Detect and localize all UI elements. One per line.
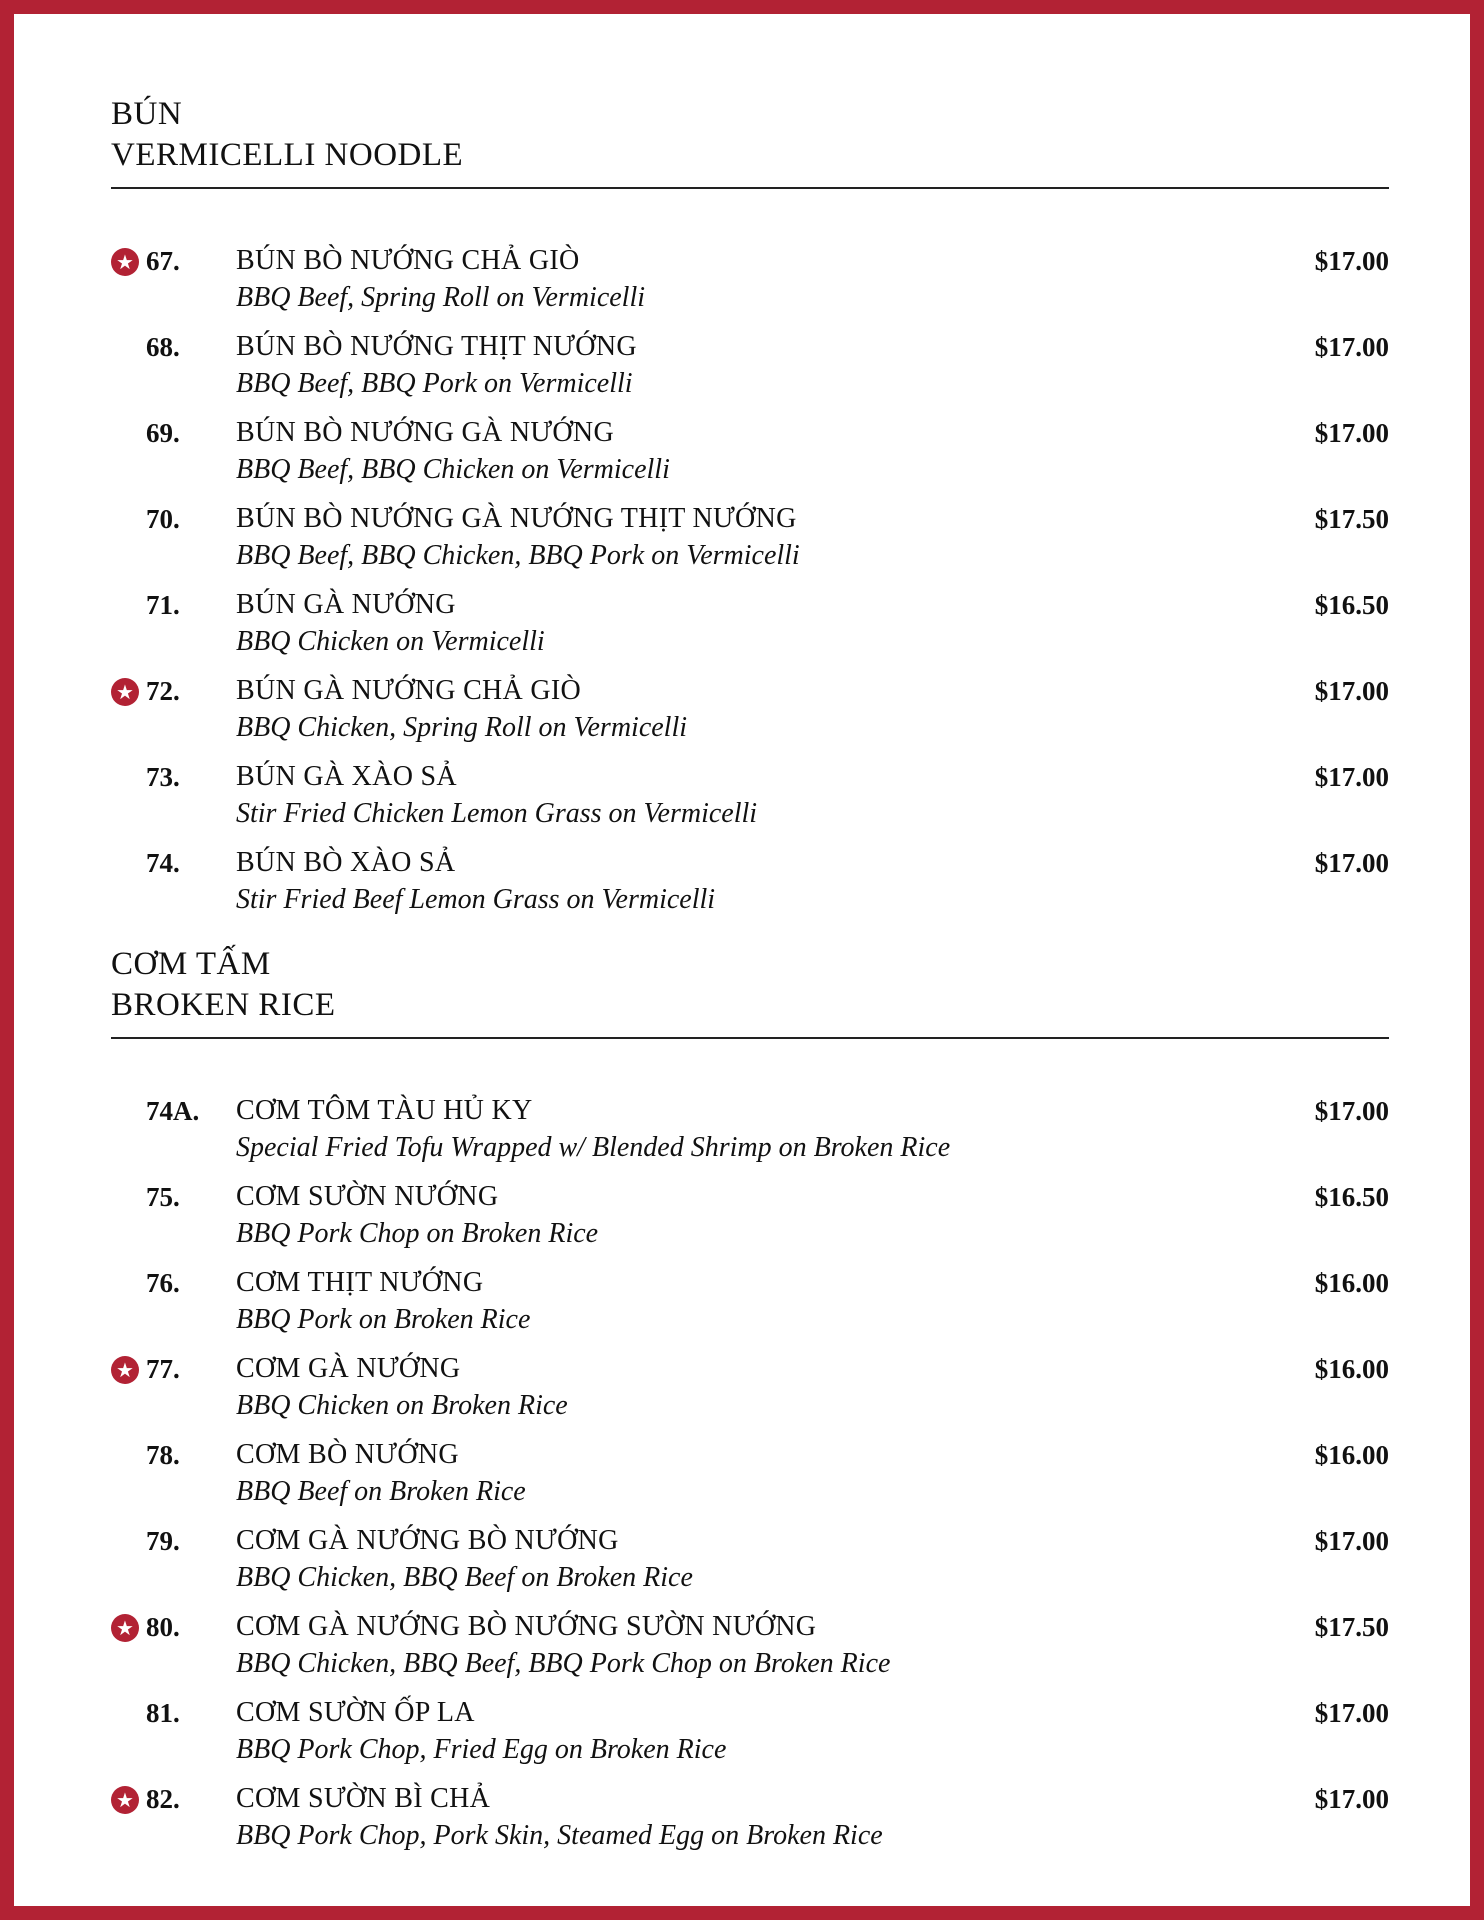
menu-item bbox=[111, 502, 1389, 588]
menu-item bbox=[111, 330, 1389, 416]
item-name: CƠM BÒ NƯỚNG bbox=[236, 1439, 459, 1470]
item-number: 73. bbox=[146, 762, 180, 792]
item-number: 78. bbox=[146, 1440, 180, 1470]
item-description: BBQ Beef, Spring Roll on Vermicelli bbox=[236, 282, 646, 313]
item-name: BÚN BÒ XÀO SẢ bbox=[236, 847, 456, 878]
item-price: $17.00 bbox=[1314, 848, 1389, 878]
menu-item bbox=[111, 1094, 1389, 1180]
star-icon: ★ bbox=[111, 678, 139, 706]
item-number: 68. bbox=[146, 332, 180, 362]
section-title-en: BROKEN RICE bbox=[111, 987, 336, 1023]
item-number: 76. bbox=[146, 1268, 180, 1298]
item-number: 71. bbox=[146, 590, 180, 620]
star-icon: ★ bbox=[111, 1786, 139, 1814]
star-icon: ★ bbox=[111, 248, 139, 276]
item-name: BÚN GÀ NƯỚNG CHẢ GIÒ bbox=[236, 675, 582, 706]
star-icon: ★ bbox=[111, 1614, 139, 1642]
item-price: $16.50 bbox=[1314, 1182, 1389, 1212]
menu-page bbox=[14, 14, 1470, 1906]
item-number: 70. bbox=[146, 504, 180, 534]
item-price: $16.00 bbox=[1314, 1354, 1389, 1384]
item-name: CƠM GÀ NƯỚNG BÒ NƯỚNG bbox=[236, 1525, 619, 1556]
item-price: $16.50 bbox=[1314, 590, 1389, 620]
menu-item bbox=[111, 1352, 1389, 1438]
item-name: BÚN BÒ NƯỚNG THỊT NƯỚNG bbox=[236, 331, 637, 362]
item-price: $16.00 bbox=[1314, 1440, 1389, 1470]
menu-item bbox=[111, 1524, 1389, 1610]
item-description: BBQ Beef on Broken Rice bbox=[236, 1476, 526, 1507]
item-price: $17.00 bbox=[1314, 1526, 1389, 1556]
item-price: $17.50 bbox=[1314, 1612, 1389, 1642]
menu-item bbox=[111, 1782, 1389, 1868]
item-number: 81. bbox=[146, 1698, 180, 1728]
item-number: 75. bbox=[146, 1182, 180, 1212]
item-price: $17.00 bbox=[1314, 332, 1389, 362]
item-description: Special Fried Tofu Wrapped w/ Blended Shrimp on Broken Rice bbox=[236, 1132, 951, 1163]
section-divider bbox=[111, 187, 1389, 189]
item-name: BÚN GÀ XÀO SẢ bbox=[236, 761, 457, 792]
item-description: BBQ Chicken, Spring Roll on Vermicelli bbox=[236, 712, 688, 743]
item-name: BÚN GÀ NƯỚNG bbox=[236, 589, 456, 620]
item-price: $17.00 bbox=[1314, 1784, 1389, 1814]
item-description: BBQ Chicken on Vermicelli bbox=[236, 626, 545, 657]
item-description: BBQ Pork Chop, Pork Skin, Steamed Egg on Broken Rice bbox=[236, 1820, 883, 1851]
item-name: CƠM SƯỜN ỐP LA bbox=[236, 1697, 475, 1728]
item-description: BBQ Chicken on Broken Rice bbox=[236, 1390, 568, 1421]
item-description: BBQ Pork Chop, Fried Egg on Broken Rice bbox=[236, 1734, 727, 1765]
item-name: BÚN BÒ NƯỚNG CHẢ GIÒ bbox=[236, 245, 580, 276]
item-description: BBQ Pork on Broken Rice bbox=[236, 1304, 531, 1335]
item-number: 74A. bbox=[146, 1096, 200, 1126]
menu-item bbox=[111, 1266, 1389, 1352]
menu-item bbox=[111, 1180, 1389, 1266]
item-description: Stir Fried Beef Lemon Grass on Vermicelli bbox=[236, 884, 716, 915]
section-broken-rice bbox=[111, 944, 1389, 1851]
item-number: 74. bbox=[146, 848, 180, 878]
item-number: 82. bbox=[146, 1784, 180, 1814]
item-number: 67. bbox=[146, 246, 180, 276]
item-price: $16.00 bbox=[1314, 1268, 1389, 1298]
item-description: Stir Fried Chicken Lemon Grass on Vermicelli bbox=[236, 798, 758, 829]
item-name: CƠM THỊT NƯỚNG bbox=[236, 1267, 484, 1298]
item-name: CƠM GÀ NƯỚNG BÒ NƯỚNG SƯỜN NƯỚNG bbox=[236, 1611, 817, 1642]
item-number: 72. bbox=[146, 676, 180, 706]
menu-item bbox=[111, 416, 1389, 502]
section-title-vn: BÚN bbox=[111, 96, 183, 132]
item-name: CƠM SƯỜN NƯỚNG bbox=[236, 1181, 499, 1212]
item-price: $17.50 bbox=[1314, 504, 1389, 534]
item-name: BÚN BÒ NƯỚNG GÀ NƯỚNG THỊT NƯỚNG bbox=[236, 503, 797, 534]
item-name: BÚN BÒ NƯỚNG GÀ NƯỚNG bbox=[236, 417, 614, 448]
menu-item bbox=[111, 846, 1389, 932]
item-price: $17.00 bbox=[1314, 676, 1389, 706]
menu-item bbox=[111, 1438, 1389, 1524]
item-price: $17.00 bbox=[1314, 1096, 1389, 1126]
item-description: BBQ Beef, BBQ Pork on Vermicelli bbox=[236, 368, 633, 399]
item-name: CƠM SƯỜN BÌ CHẢ bbox=[236, 1783, 491, 1814]
star-icon: ★ bbox=[111, 1356, 139, 1384]
item-price: $17.00 bbox=[1314, 1698, 1389, 1728]
item-number: 77. bbox=[146, 1354, 180, 1384]
item-price: $17.00 bbox=[1314, 762, 1389, 792]
menu-item bbox=[111, 1610, 1389, 1696]
menu-item bbox=[111, 1696, 1389, 1782]
item-description: BBQ Chicken, BBQ Beef, BBQ Pork Chop on Broken Rice bbox=[236, 1648, 891, 1679]
item-description: BBQ Beef, BBQ Chicken, BBQ Pork on Vermicelli bbox=[236, 540, 800, 571]
item-description: BBQ Beef, BBQ Chicken on Vermicelli bbox=[236, 454, 670, 485]
section-title-en: VERMICELLI NOODLE bbox=[111, 137, 464, 173]
menu-item bbox=[111, 588, 1389, 674]
item-description: BBQ Chicken, BBQ Beef on Broken Rice bbox=[236, 1562, 693, 1593]
menu-item bbox=[111, 674, 1389, 760]
item-number: 80. bbox=[146, 1612, 180, 1642]
item-price: $17.00 bbox=[1314, 418, 1389, 448]
item-number: 79. bbox=[146, 1526, 180, 1556]
item-name: CƠM GÀ NƯỚNG bbox=[236, 1353, 461, 1384]
menu-item bbox=[111, 244, 1389, 330]
section-title-vn: CƠM TẤM bbox=[111, 946, 271, 982]
item-description: BBQ Pork Chop on Broken Rice bbox=[236, 1218, 599, 1249]
item-number: 69. bbox=[146, 418, 180, 448]
section-divider bbox=[111, 1037, 1389, 1039]
menu-item bbox=[111, 760, 1389, 846]
item-price: $17.00 bbox=[1314, 246, 1389, 276]
section-vermicelli bbox=[111, 94, 1389, 915]
item-name: CƠM TÔM TÀU HỦ KY bbox=[236, 1095, 533, 1126]
